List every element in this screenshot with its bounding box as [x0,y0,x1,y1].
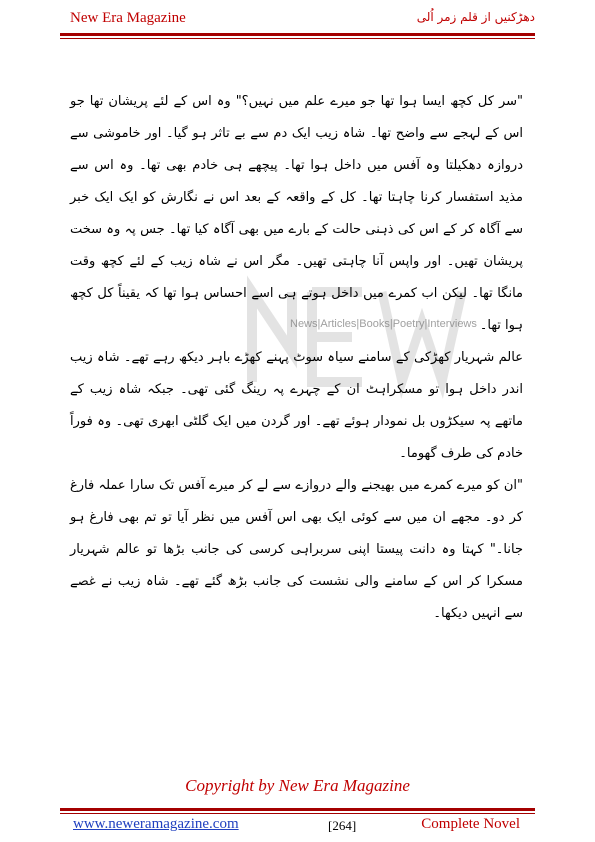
paragraph-3: "ان کو میرے کمرے میں بھیجنے والے دروازے سے لے کر میرے آفس تک سارا عملہ فارغ کر دو۔ مجھے ان میں سے کوئی ایک بھی اس آفس میں نظر آیا تو تم بھی فارغ ہو جانا۔" کہتا وہ دانت پیستا اپنی سربراہی کرسی کی جانب بڑھا تو عالم شہریار مسکرا کر اس کے سامنے والی نشست کی جانب بڑھ گئے تھے۔ شاہ زیب نے غصے سے انہیں دیکھا۔ [70,478,523,621]
paragraph-2: عالم شہریار کھڑکی کے سامنے سیاہ سوٹ پہنے کھڑے باہر دیکھ رہے تھے۔ شاہ زیب اندر داخل ہوا تو مسکراہٹ ان کے چہرے پہ رینگ گئی تھی۔ جبکہ شاہ زیب کے ماتھے پہ سیکڑوں بل نمودار ہوئے تھے۔ اور گردن میں ایک گلٹی ابھری تھی۔ وہ فوراً خادم کی طرف گھوما۔ [70,350,523,461]
paragraph-1: "سر کل کچھ ایسا ہوا تھا جو میرے علم میں نہیں؟" وہ اس کے لئے پریشان تھا جو اس کے لہجے سے واضح تھا۔ شاہ زیب ایک دم سے بے تاثر ہو گیا۔ اور خاموشی سے دروازہ دھکیلتا وہ آفس میں داخل ہوا تھا۔ پیچھے ہی خادم بھی تھا۔ وہ اس سے مذید استفسار کرنا چاہتا تھا۔ کل کے واقعہ کے بعد اس نے نگارش کو ایک ایک خبر سے آگاہ کر کے اس کی ذہنی حالت کے بارے میں بھی آگاہ کیا تھا۔ جس پہ وہ سخت پریشان تھیں۔ اور واپس آنا چاہتی تھیں۔ مگر اس نے شاہ زیب کے لئے کچھ وقت مانگا تھا۔ لیکن اب کمرے میں داخل ہوتے ہی اسے احساس ہوا تھا کہ یقیناً کل کچھ ہوا تھا۔ [70,94,523,333]
page-header [70,6,535,34]
novel-status-label: Complete Novel [421,816,520,832]
magazine-name: New Era Magazine [70,10,186,26]
watermark-tagline: News|Articles|Books|Poetry|Interviews [290,318,477,330]
novel-title: دھڑکنیں از قلم زمر اُلی [416,10,535,24]
copyright-notice: Copyright by New Era Magazine [185,776,410,795]
footer-divider [60,808,535,814]
website-link[interactable]: www.neweramagazine.com [73,816,239,832]
header-divider [60,33,535,39]
novel-body-text [70,86,523,630]
page-number: [264] [328,818,357,833]
